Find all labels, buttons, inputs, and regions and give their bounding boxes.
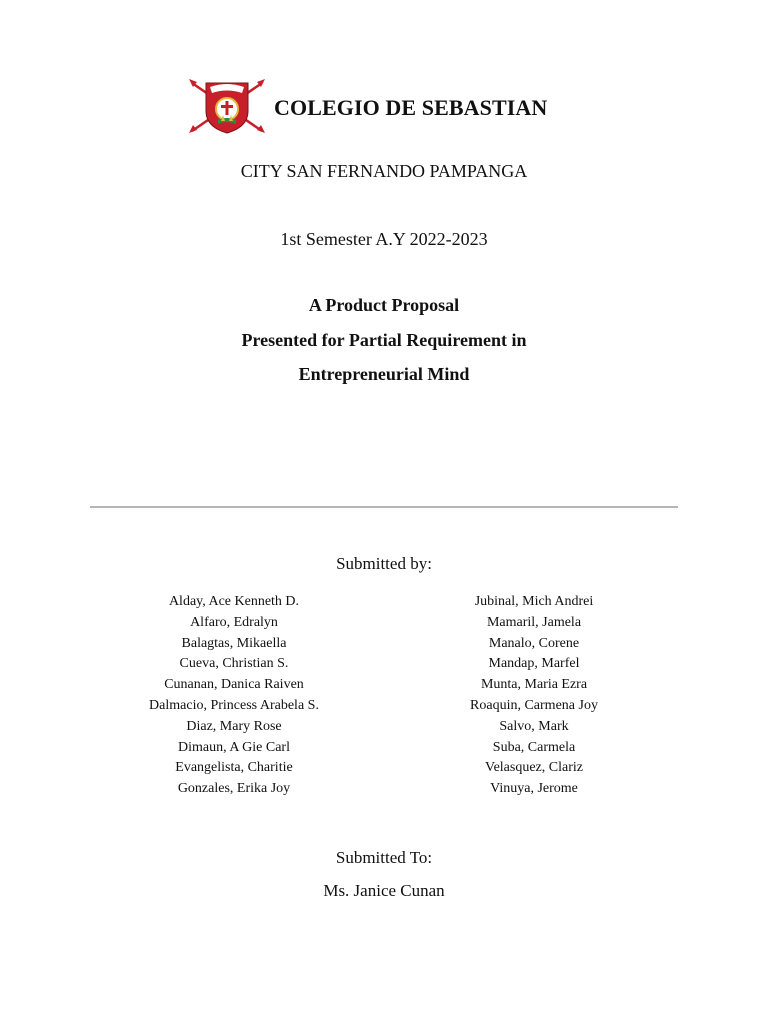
proposal-title: A Product Proposal: [308, 295, 460, 315]
teacher-name: Ms. Janice Cunan: [323, 881, 445, 900]
submitter-name: Balagtas, Mikaella: [181, 635, 287, 651]
school-crest-icon: [188, 77, 266, 135]
city-line: CITY SAN FERNANDO PAMPANGA: [240, 161, 528, 181]
submitter-name: Gonzales, Erika Joy: [177, 781, 291, 797]
submitter-name: Suba, Carmela: [492, 739, 576, 755]
submitter-name: Mamaril, Jamela: [486, 614, 582, 630]
submitter-name: Mandap, Marfel: [488, 656, 580, 672]
semester-line: 1st Semester A.Y 2022-2023: [280, 229, 488, 249]
submitter-name: Evangelista, Charitie: [175, 760, 293, 776]
submitter-name: Roaquin, Carmena Joy: [470, 697, 598, 713]
submitter-name: Jubinal, Mich Andrei: [474, 594, 594, 609]
proposal-subtitle-line-1: Presented for Partial Requirement in: [241, 330, 527, 350]
submitter-name: Salvo, Mark: [499, 718, 569, 734]
submitter-name: Dimaun, A Gie Carl: [178, 739, 290, 755]
submitter-name: Cueva, Christian S.: [179, 656, 289, 672]
school-name: COLEGIO DE SEBASTIAN: [274, 95, 548, 120]
horizontal-divider: [90, 506, 678, 508]
proposal-subtitle-line-2: Entrepreneurial Mind: [298, 364, 470, 384]
submitted-to-label: Submitted To:: [335, 848, 433, 867]
submitter-list-right: [384, 592, 684, 800]
submitter-name: Diaz, Mary Rose: [186, 718, 282, 734]
submitter-name: Cunanan, Danica Raiven: [164, 677, 304, 693]
submitter-name: Velasquez, Clariz: [485, 760, 583, 776]
submitter-list-left: [84, 592, 384, 800]
submitter-name: Dalmacio, Princess Arabela S.: [149, 697, 319, 713]
submitted-by-label: Submitted by:: [336, 554, 432, 573]
submitter-name: Alfaro, Edralyn: [190, 614, 278, 630]
submitter-name: Alday, Ace Kenneth D.: [168, 594, 300, 609]
submitter-name: Vinuya, Jerome: [490, 781, 578, 797]
submitter-name: Munta, Maria Ezra: [480, 677, 588, 693]
document-header: [188, 76, 547, 136]
submitter-name: Manalo, Corene: [488, 635, 580, 651]
